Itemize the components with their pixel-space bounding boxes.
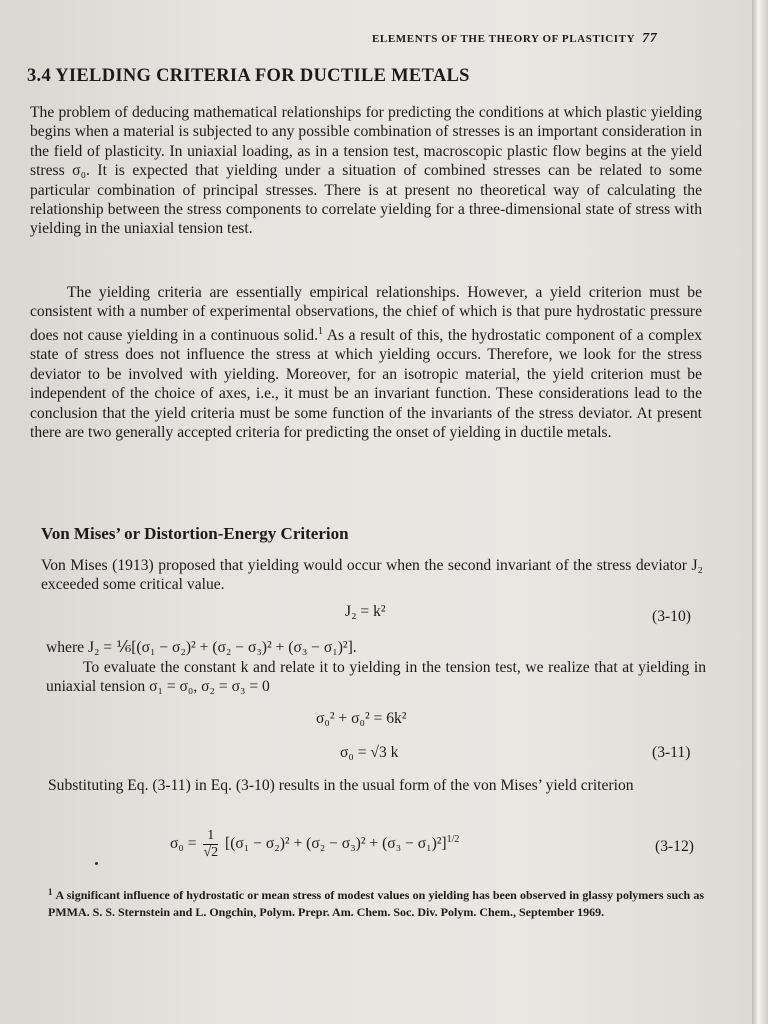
equation-3-12 bbox=[170, 828, 459, 861]
running-head-title: ELEMENTS OF THE THEORY OF PLASTICITY bbox=[372, 33, 635, 45]
footnote-reference: 1 bbox=[317, 325, 323, 337]
equation-3-11: σ₀ = √3 k bbox=[340, 744, 399, 761]
equation-3-11-number: (3-11) bbox=[652, 744, 691, 761]
paragraph-5: Substituting Eq. (3-11) in Eq. (3-10) results in the usual form of the von Mises’ yield criterion bbox=[48, 777, 634, 794]
fraction-denominator: √2 bbox=[203, 845, 219, 860]
page-number: 77 bbox=[642, 31, 658, 46]
stray-mark bbox=[95, 862, 98, 865]
fraction-numerator: 1 bbox=[203, 828, 218, 845]
running-head bbox=[372, 31, 702, 47]
equation-3-10-number: (3-10) bbox=[652, 608, 691, 625]
equation-3-12-exponent: 1/2 bbox=[446, 833, 460, 845]
paragraph-3: Von Mises (1913) proposed that yielding would occur when the second invariant of the stress deviator J₂ exceeded some critical value. bbox=[41, 557, 703, 594]
equation-3-12-lhs: σ₀ = bbox=[170, 835, 197, 853]
paragraph-2-text-b: As a result of this, the hydrostatic component of a complex state of stress does not influence the stress at which yielding occurs. Therefore, we look for the stress deviator to be involved with yielding. Moreover, for an isotropic material, the yield criterion must be independent of the choice of axes, i.e., it must be an invariant function. These considerations lead to the conclusion that the yield criteria must be some function of the invariants of the stress deviator. At present there are two generally accepted criteria for predicting the onset of yielding in ductile metals. bbox=[30, 327, 702, 442]
page-edge bbox=[752, 0, 768, 1024]
paragraph-2 bbox=[30, 283, 702, 442]
footnote-text: A significant influence of hydrostatic or mean stress of modest values on yielding has been observed in glassy polymers such as PMMA. S. S. Sternstein and L. Ongchin, Polym. Prepr. Am. Chem. Soc. Div. Polym. Chem., September 1969. bbox=[48, 888, 704, 919]
section-title: 3.4 YIELDING CRITERIA FOR DUCTILE METALS bbox=[27, 66, 470, 86]
equation-3-12-number: (3-12) bbox=[655, 838, 694, 855]
equation-3-12-fraction bbox=[203, 828, 218, 861]
footnote bbox=[48, 884, 704, 921]
footnote-mark: 1 bbox=[48, 887, 53, 897]
subsection-title: Von Mises’ or Distortion-Energy Criterion bbox=[41, 524, 349, 543]
equation-3-12-rhs: [(σ₁ − σ₂)² + (σ₂ − σ₃)² + (σ₃ − σ₁)²] bbox=[225, 835, 447, 853]
paragraph-2-text-a: The yielding criteria are essentially empirical relationships. However, a yield criterion must be consistent with a number of experimental observations, the chief of which is that pure hydrostatic pressure does not cause yielding in a continuous solid. bbox=[30, 284, 702, 344]
equation-3-10: J₂ = k² bbox=[345, 603, 386, 620]
equation-unnumbered: σ₀² + σ₀² = 6k² bbox=[316, 710, 407, 727]
paragraph-1: The problem of deducing mathematical relationships for predicting the conditions at which plastic yielding begins when a material is subjected to any possible combination of stresses is an important consideration in the field of plasticity. In uniaxial loading, as in a tension test, macroscopic plastic flow begins at the yield stress σ₀. It is expected that yielding under a situation of combined stresses can be related to some particular combination of principal stresses. There is at present no theoretical way of calculating the relationship between the stress components to correlate yielding for a three-dimensional state of stress with yielding in the uniaxial tension test. bbox=[30, 104, 702, 238]
where-line: where J₂ = ⅙[(σ₁ − σ₂)² + (σ₂ − σ₃)² + (σ₃ − σ₁)²]. bbox=[46, 639, 357, 656]
paragraph-4: To evaluate the constant k and relate it to yielding in the tension test, we realize that at yielding in uniaxial tension σ₁ = σ₀, σ₂ = σ₃ = 0 bbox=[46, 659, 706, 696]
